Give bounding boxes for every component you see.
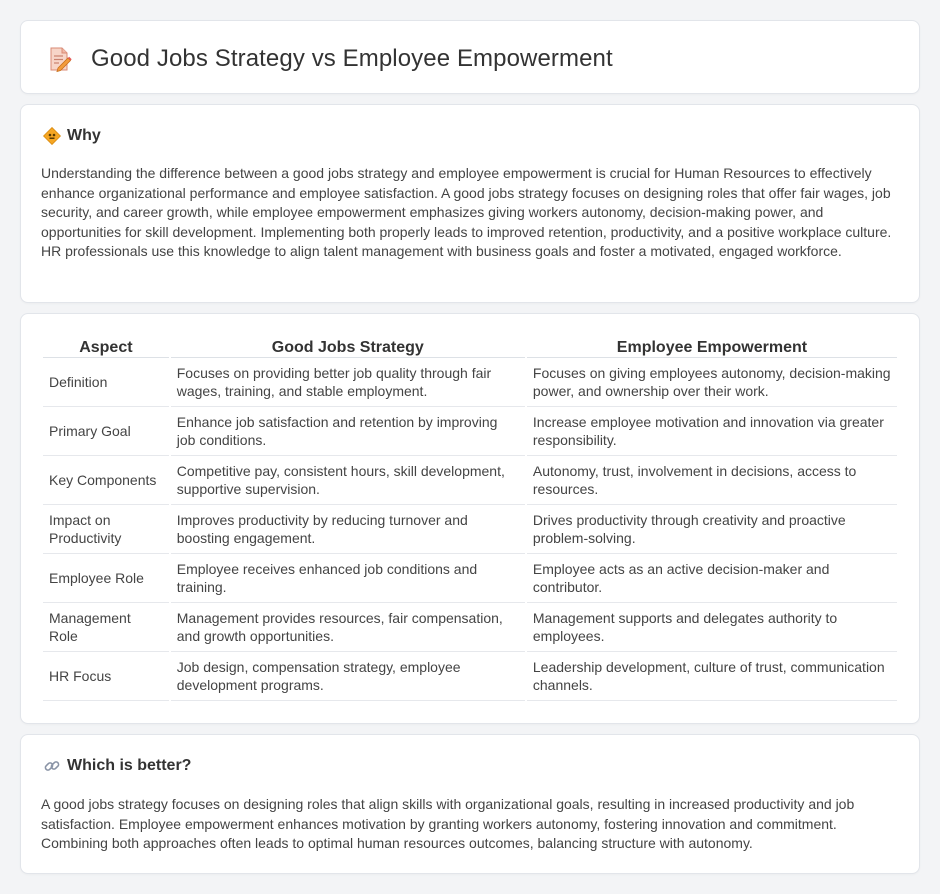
row-good-jobs: Enhance job satisfaction and retention by improving job conditions. [171,407,525,456]
link-icon [43,757,61,775]
header-empowerment: Employee Empowerment [527,336,897,358]
header-aspect: Aspect [43,336,169,358]
comparison-table [41,336,899,701]
which-better-section [20,734,920,874]
row-aspect: Primary Goal [43,407,169,456]
row-empowerment: Employee acts as an active decision-maker and contributor. [527,554,897,603]
why-heading-row [43,127,101,145]
header-good-jobs: Good Jobs Strategy [171,336,525,358]
row-aspect: HR Focus [43,652,169,701]
row-aspect: Employee Role [43,554,169,603]
row-empowerment: Leadership development, culture of trust, communication channels. [527,652,897,701]
better-heading-row [43,757,191,775]
page-title: Good Jobs Strategy vs Employee Empowerment [91,45,613,72]
row-good-jobs: Management provides resources, fair compensation, and growth opportunities. [171,603,525,652]
row-empowerment: Increase employee motivation and innovation via greater responsibility. [527,407,897,456]
comparison-section [20,313,920,724]
row-aspect: Management Role [43,603,169,652]
title-card [20,20,920,94]
better-text: A good jobs strategy focuses on designing roles that align skills with organizational goals, resulting in increased productivity and job satisfaction. Employee empowerment enhances motivation by granting workers autonomy, fostering innovation and commitment. Combining both approaches often leads to optimal human resources outcomes, balancing structure with autonomy. [41,796,855,851]
why-heading: Why [67,127,101,144]
table-row [43,456,897,505]
why-text: Understanding the difference between a good jobs strategy and employee empowerment is crucial for Human Resources to effectively enhance organizational performance and employee satisfaction. A good jobs strategy focuses on designing roles that offer fair wages, job security, and career growth, while employee empowerment emphasizes giving workers autonomy, decision-making power, and opportunities for skill development. Implementing both properly leads to improved retention, productivity, and a positive workplace culture. HR professionals use this knowledge to align talent management with business goals and foster a motivated, engaged workforce. [41,165,892,259]
table-row [43,505,897,554]
row-good-jobs: Focuses on providing better job quality through fair wages, training, and stable employment. [171,358,525,407]
row-good-jobs: Employee receives enhanced job conditions and training. [171,554,525,603]
better-heading: Which is better? [67,757,192,774]
title-row [45,45,613,73]
row-aspect: Definition [43,358,169,407]
row-empowerment: Management supports and delegates authority to employees. [527,603,897,652]
row-empowerment: Focuses on giving employees autonomy, decision-making power, and ownership over their work. [527,358,897,407]
row-empowerment: Autonomy, trust, involvement in decisions, access to resources. [527,456,897,505]
diamond-sign-icon [43,127,61,145]
table-row [43,652,897,701]
why-section [20,104,920,303]
table-row [43,554,897,603]
row-good-jobs: Improves productivity by reducing turnover and boosting engagement. [171,505,525,554]
row-good-jobs: Competitive pay, consistent hours, skill development, supportive supervision. [171,456,525,505]
row-good-jobs: Job design, compensation strategy, employee development programs. [171,652,525,701]
table-row [43,603,897,652]
row-empowerment: Drives productivity through creativity and proactive problem-solving. [527,505,897,554]
table-row [43,407,897,456]
row-aspect: Impact on Productivity [43,505,169,554]
table-header-row [43,336,897,358]
table-row [43,358,897,407]
edit-document-icon [45,45,73,73]
row-aspect: Key Components [43,456,169,505]
